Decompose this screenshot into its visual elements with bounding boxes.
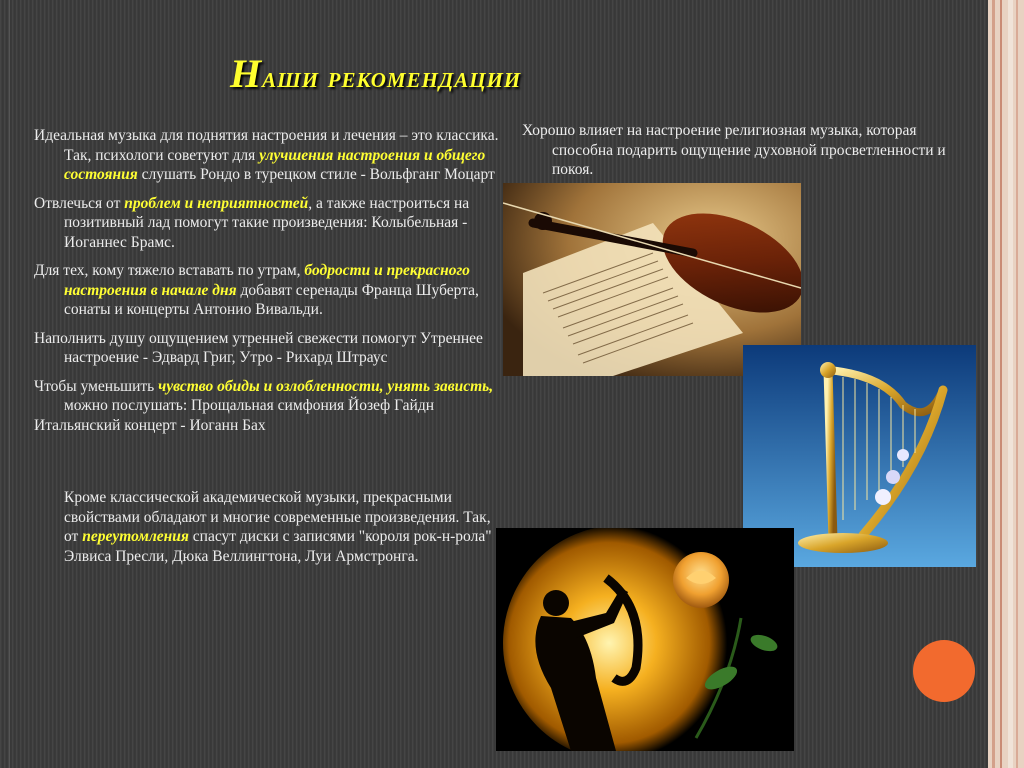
text: спасут диски с записями "короля рок-н-рола" Элвиса Пресли, Дюка Веллингтона, Луи Армстронга. bbox=[64, 528, 492, 565]
spacer bbox=[34, 444, 504, 488]
paragraph-mozart bbox=[34, 126, 504, 185]
stripe bbox=[1000, 0, 1002, 768]
paragraph-schubert bbox=[34, 261, 504, 320]
saxophone-image bbox=[496, 528, 794, 751]
text-line: Итальянский концерт - Иоганн Бах bbox=[34, 416, 266, 434]
text: можно послушать: Прощальная симфония Йозеф Гайдн bbox=[64, 397, 435, 414]
title-initial: Н bbox=[230, 51, 263, 96]
paragraph-religious: Хорошо влияет на настроение религиозная музыка, которая способна подарить ощущение духовной просветленности и покоя. bbox=[522, 122, 946, 178]
text: Кроме классической академической музыки, прекрасными свойствами обладают и многие современные произведения. Так, от bbox=[64, 489, 491, 545]
text: Идеальная музыка для поднятия настроения и лечения – это классика. Так, психологи советуют для bbox=[34, 127, 499, 164]
paragraph-brahms bbox=[34, 194, 504, 253]
text: , а также настроиться на позитивный лад помогут такие произведения: Колыбельная - Иоганнес Брамс. bbox=[64, 194, 470, 251]
text: добавят серенады Франца Шуберта, сонаты и концерты Антонио Вивальди. bbox=[64, 281, 479, 318]
stripe bbox=[1008, 0, 1013, 768]
paragraph-haydn bbox=[34, 377, 504, 436]
stripe bbox=[992, 0, 995, 768]
title-rest: аши рекомендации bbox=[262, 61, 522, 94]
stripe bbox=[1016, 0, 1018, 768]
highlight-text: улучшения настроения и общего состояния bbox=[64, 146, 486, 183]
paragraph-grieg: Наполнить душу ощущением утренней свежести помогут Утреннее настроение - Эдвард Григ, Утро - Рихард Штраус bbox=[34, 329, 483, 366]
highlight-text: чувство обиды и озлобленности, унять зависть, bbox=[158, 377, 494, 395]
highlight-text: проблем и неприятностей bbox=[124, 194, 309, 212]
decorative-stripes bbox=[988, 0, 1024, 768]
left-column bbox=[34, 126, 504, 575]
decorative-dot bbox=[913, 640, 975, 702]
text: Отвлечься от bbox=[34, 194, 125, 212]
slide-title bbox=[230, 50, 790, 97]
text: Для тех, кому тяжело вставать по утрам, bbox=[34, 262, 305, 279]
text: Чтобы уменьшить bbox=[34, 377, 159, 395]
highlight-text: бодрости и прекрасного настроения в начале дня bbox=[64, 262, 470, 299]
text: слушать Рондо в турецком стиле - Вольфганг Моцарт bbox=[137, 166, 495, 183]
highlight-text: переутомления bbox=[82, 528, 189, 545]
paragraph-modern bbox=[34, 488, 504, 566]
